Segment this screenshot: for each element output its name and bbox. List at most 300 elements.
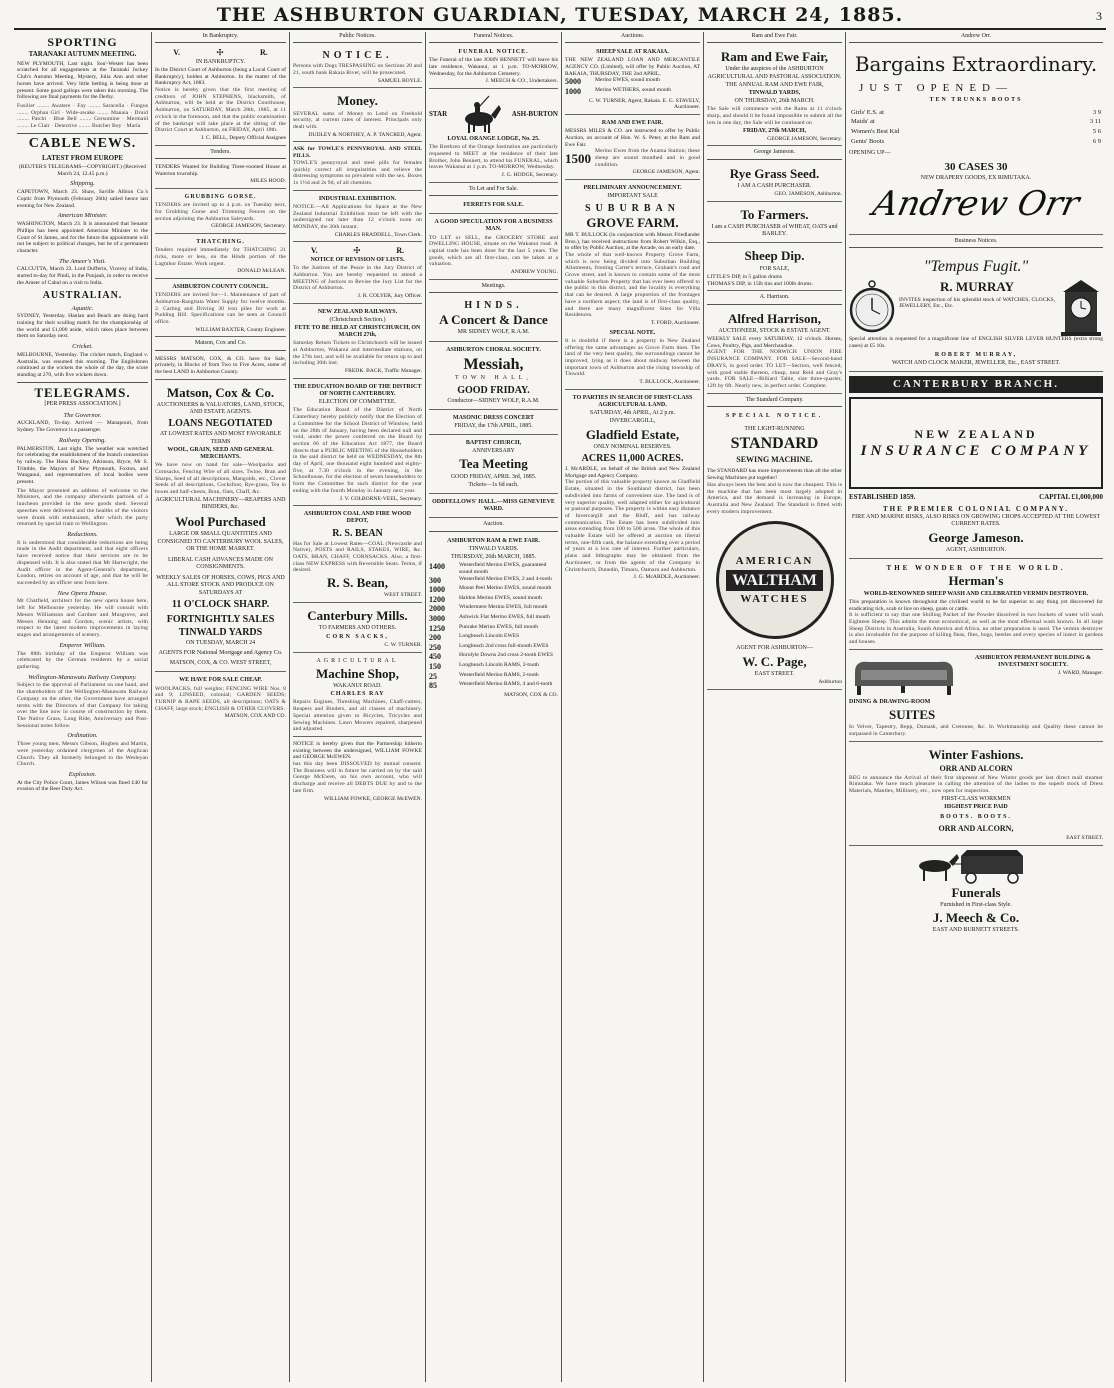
bankruptcy-title: IN BANKRUPTCY.	[195, 58, 246, 65]
cable-news-heading: CABLE NEWS.	[17, 133, 148, 153]
ram-ewe-thursday: ON THURSDAY, 26th MARCH.	[734, 98, 815, 105]
gladfield-ad	[565, 392, 700, 584]
revision-title: NOTICE OF REVISION OF LISTS.	[310, 256, 405, 263]
anniversary: ANNIVERSARY	[472, 448, 515, 455]
stock-quantity: 1250	[429, 623, 445, 633]
wonder-world: THE WONDER OF THE WORLD.	[886, 564, 1066, 573]
railway-opening-heading: Railway Opening.	[59, 436, 106, 444]
list-item	[429, 662, 558, 672]
masonic-date: FRIDAY, the 17th APRIL, 1885.	[454, 422, 533, 429]
sheep-dip-ad	[707, 245, 842, 291]
stock-quantity: 450	[429, 652, 441, 662]
price-value: 3 11	[1089, 118, 1101, 126]
lodge-title: LOYAL ORANGE LODGE, No. 25.	[447, 136, 540, 143]
speculation-title: A GOOD SPECULATION FOR A BUSINESS MAN.	[434, 219, 553, 233]
stock-description: Longbeach Lincoln EWES	[459, 633, 520, 640]
table-row	[849, 137, 1103, 147]
education-title: THE EDUCATION BOARD OF THE DISTRICT OF NORTH CANTERBURY.	[293, 383, 422, 398]
suites-filler: In Velvet, Tapestry, Repp, Damask, and Cretonne, &c. In Workmanship and Quality these cannot be surpassed in Canterbury.	[849, 724, 1103, 738]
ram-fair-title: ASHBURTON RAM & EWE FAIR.	[447, 537, 540, 544]
stock-description: Punrake Merino EWES, full mouth	[459, 623, 539, 630]
column-news	[14, 32, 152, 1382]
exhibition-title: INDUSTRIAL EXHIBITION.	[318, 195, 397, 202]
sale-cheap-ad	[155, 674, 286, 723]
governor-heading: The Governor.	[63, 411, 102, 419]
corn-sacks: CORN SACKS,	[326, 633, 389, 640]
agents-line: AGENTS FOR National Mortgage and Agency Co.	[158, 650, 283, 656]
emperor-filler: The 88th birthday of the Emperor William was celebrated by the German residents by a social gathering.	[17, 650, 148, 670]
wc-page-street: EAST STREET.	[754, 670, 795, 677]
eleven-oclock: 11 O'CLOCK SHARP.	[171, 598, 270, 610]
stock-description: Longbeach Lincoln RAMS, 2-tooth	[459, 661, 539, 668]
wellington-railway-heading: Wellington-Manawatu Railway Company.	[28, 673, 137, 681]
tenders-heading: Tenders.	[155, 148, 286, 159]
railways-title: NEW ZEALAND RAILWAYS.	[317, 308, 398, 315]
money-signature: DUDLEY & NORTHEY, A. P. TANCRED, Agent.	[308, 131, 422, 138]
mcardle-text: J. McARDLE, on behalf of the British and New Zealand Mortgage and Agency Company.	[565, 466, 700, 479]
ram-ewe-title: RAM AND EWE FAIR.	[601, 120, 664, 127]
wool-grain: WOOL, GRAIN, SEED AND GENERAL MERCHANTS.	[167, 446, 274, 460]
stock-description: Westerfield Merino EWES, guaranteed sound mouth	[459, 562, 547, 575]
list-item: 1000 Merino WETHERS, sound mouth	[565, 87, 672, 97]
stock-quantity: 1000	[429, 585, 445, 595]
miles-text: MESSRS MILES & CO. are instructed to offer by Public Auction, on account of Hon. W. S. Peter, at the Ram and Ewe Fair.	[565, 128, 700, 148]
cricket-text: MELBOURNE, Yesterday. The cricket match, England v. Australia, was resumed this morning. The Englishmen continued at the wickets the whole of the day, the score standing at 270, with five wickets down.	[17, 351, 148, 379]
grove-signature: T. FORD, Auctioneer.	[650, 320, 700, 326]
stock-quantity: 85	[429, 681, 437, 691]
funerals-sub: Furnished in First-class Style.	[940, 901, 1012, 908]
stock-quantity: 3000	[429, 614, 445, 624]
wc-page-ashburton: Ashburton	[818, 679, 842, 685]
reuter-notice: (REUTER'S TELEGRAMS—COPYRIGHT.) (Received March 24, 12.45 p.m.)	[18, 164, 147, 177]
fete-title: FETE TO BE HELD AT CHRISTCHURCH, ON MARCH 27th,	[294, 325, 421, 339]
cricket-heading: Cricket.	[72, 343, 93, 351]
orange-lodge-ad: STAR ASH-BURTON LOYAL ORANGE LODGE, No. 25. The Brethren of the Orange Institution are particularly requested to MEET at the residence of their late Brother, John Bennett, to attend his FUNERAL, which leaves Wakanui at 1 p.m. TO-MORROW, Wednesday. J. G. HODGE, Secretary.	[429, 91, 558, 183]
cash-signature: GEO. JAMESON, Ashburton.	[774, 191, 842, 198]
press-association: [PER PRESS ASSOCIATION.]	[44, 401, 121, 408]
ordination-filler: Three young men, Messrs Gibson, Hogben and Martin, were yesterday ordained clergymen of the Anglican Church. They all formerly belonged to the Wesleyan Church.	[17, 741, 148, 768]
sewing-machine: SEWING MACHINE.	[736, 454, 813, 464]
speculation-signature: ANDREW YOUNG.	[510, 269, 558, 276]
telegrams-heading: TELEGRAMS.	[17, 382, 148, 401]
standard-text: The STANDARD has more improvements than all the other Sewing Machines put together!	[707, 468, 842, 482]
tenders-signature: MILES HOOD.	[250, 178, 286, 185]
partnership-text: NOTICE is hereby given that the Partnership hitherto existing between the undersigned, WILLIAM FOWKE and GEORGE McEWEN.	[293, 740, 422, 761]
ram-ewe-under: Under the auspices of the ASHBURTON AGRICULTURAL AND PASTORAL ASSOCIATION.	[707, 66, 842, 80]
railway-filler: The Mayor presented an address of welcome to the Ministers, and the company afterwards partook of a luncheon provided in the new goods shed. Several speeches were delivered and the healths of the visitors were drunk with enthusiasm, after which the party returned by special train to Wellington.	[17, 487, 148, 528]
permanent-society: ASHBURTON PERMANENT BUILDING & INVESTMENT SOCIETY.	[974, 654, 1092, 669]
list-item	[429, 633, 558, 643]
town-hall: TOWN HALL,	[455, 375, 532, 382]
partnership-signature: WILLIAM FOWKE, GEORGE McEWEN.	[323, 795, 422, 802]
funeral-ad	[429, 46, 558, 89]
table-row	[849, 117, 1103, 127]
exhibition-ad	[293, 193, 422, 243]
stock-list	[429, 562, 558, 691]
shipping-heading: Shipping.	[70, 180, 95, 188]
column-heading: Auctions.	[565, 32, 700, 43]
price-table	[849, 108, 1103, 147]
stock-description: Westerfield Merino RAMS, 4 and 6-tooth	[459, 681, 553, 688]
price-value: 3 9	[1092, 108, 1101, 116]
charles-ray: CHARLES RAY	[330, 691, 385, 698]
list-item	[429, 643, 558, 653]
column-heading: Ram and Ewe Fair.	[707, 32, 842, 43]
revision-ad	[293, 244, 422, 303]
funeral-text: The Funeral of the late JOHN BENNETT will leave his late residence, Wakanui, at 1 p.m. TO-MORROW, Wednesday, for the Ashburton Cemetery.	[429, 57, 558, 77]
trespass-filler: Persons with Dogs TRESPASSING on Sections 20 and 21, south bank Rakaia River, will be prosecuted.	[293, 63, 422, 76]
rye-grass-ad	[707, 163, 842, 202]
machine-shop-ad	[293, 655, 422, 737]
first-class-workmen: FIRST-CLASS WORKMEN	[941, 795, 1011, 802]
sheep-dip-title: Sheep Dip.	[744, 248, 805, 264]
matson-title: Matson, Cox & Co.	[166, 384, 275, 400]
notice-title: NOTICE.	[322, 50, 393, 62]
special-notice: SPECIAL NOTICE.	[725, 412, 824, 419]
reductions-heading: Reductions.	[67, 530, 98, 538]
canterbury-mills-title: Canterbury Mills.	[307, 608, 408, 624]
money-filler: SEVERAL sums of Money to Lend on Freehold security, at current rates of interest. Principals only dealt with.	[293, 110, 422, 130]
grove-text: MR T. BULLOCK (in conjunction with Messrs Friedlander Bros.), has received instructions from Robert Wilkin, Esq., to offer by Public Auction, at the Arcade, on an early date.	[565, 231, 700, 252]
ordination-heading: Ordination.	[67, 732, 98, 740]
tea-date: GOOD FRIDAY, APRIL 3rd, 1885.	[450, 473, 537, 480]
list-item	[429, 595, 558, 605]
lodge-signature: J. G. HODGE, Secretary.	[501, 172, 558, 179]
bankruptcy-text: In the District Court of Ashburton (being a Local Court of Bankruptcy), holden at Ashburton. In the matter of the Bankruptcy Act, 1883.	[155, 66, 286, 87]
stock-description: Horolyle Downs 2nd cross 2-tooth EWES	[459, 652, 553, 659]
oddfellows-ad	[429, 496, 558, 518]
opera-filler: Mr Chatfield, architect for the new opera house here, left for Melbourne yesterday. He will consult with Messrs Williamson and Gardner and Musgrove, and Messrs Henning and Gordon, scenic artists, with respect to the latest modern improvements in laying stages and arrangements of scenery.	[17, 598, 148, 638]
sporting-text-filler: Fusilier ........ Awatere · Fay ........ Saracella · Fungus ........ Orphan Girl · Wide-awake ........ Manaia · Druid ........ Patchi · Blue Bell ........ Gersomine · Mermaid ........ Le Clair · Detective ........ Butcher Boy · Maria	[17, 103, 148, 130]
partnership-notice-ad	[293, 739, 422, 805]
only-nominal: ONLY NOMINAL RESERVES.	[593, 443, 672, 450]
sofa-illustration-icon	[849, 654, 959, 698]
weekly-sales: WEEKLY SALES OF HORSES, COWS, PIGS AND ALL STORE STOCK AND PRODUCE ON SATURDAYS AT	[156, 575, 285, 596]
murray-text: INVITES inspection of his splendid stock of WATCHES, CLOCKS, JEWELLERY, Etc., Etc.	[899, 296, 1055, 310]
cases-title: 30 CASES 30	[944, 160, 1008, 173]
masonic-ad	[429, 412, 558, 435]
miles-signature: GEORGE JAMESON, Agent.	[632, 169, 700, 176]
baptist-ad	[429, 437, 558, 494]
messiah-title: Messiah,	[463, 355, 524, 373]
building-society-ad	[849, 652, 1103, 742]
lodge-filler: The Brethren of the Orange Institution are particularly requested to MEET at the residence of their late Brother, John Bennett, to attend his FUNERAL, which leaves Wakanui at 1 p.m. TO-MORROW, Wednesday.	[429, 144, 558, 171]
reductions-filler: It is understood that considerable reductions are being made in the Audit department, and that eight officers have received notice that their services are to be dispensed with. It is also stated that Mr Hartwright, the Audit officer in the Agent-General's department, London, retires on account of age, and that he will be succeeded by an officer sent from here.	[17, 539, 148, 586]
grove-farm-title: GROVE FARM.	[586, 214, 679, 230]
exhibition-signature: CHARLES BRADDELL, Town Clerk.	[334, 231, 422, 238]
winter-fashions-title: Winter Fashions.	[928, 746, 1024, 762]
column-heading: In Bankruptcy.	[155, 32, 286, 43]
column-andrew-orr	[846, 32, 1106, 1382]
matson-main-ad	[155, 382, 286, 673]
machinery-line: AGRICULTURAL MACHINERY—REAPERS AND BINDERS, &c.	[155, 496, 286, 510]
aquatic-text: SYDNEY, Yesterday. Hanlan and Beach are doing hard training for their sculling match for the championship of the world and £1,000 aside, which takes place between them on Saturday next.	[17, 313, 148, 340]
money-title: Money.	[337, 93, 378, 109]
matson-auctioneers: AUCTIONEERS & VALUATORS, LAND, STOCK, AND ESTATE AGENTS.	[156, 402, 285, 416]
choral-society: ASHBURTON CHORAL SOCIETY.	[446, 346, 541, 353]
list-item	[429, 585, 558, 595]
grubbing-filler: TENDERS are invited up to 4 p.m. on Tuesday next, for Grubbing Gorse and Trimming Fences on the section adjoining the Ashburton Saleyards.	[155, 202, 286, 222]
speculation-filler: TO LET or SELL, the GROCERY STORE and DWELLING HOUSE, situate on the Wakanui road. A capital trade has been done for the last 5 years. The goods, which are all first-class, can be taken at a valuation.	[429, 234, 558, 268]
list-item	[429, 624, 558, 634]
agricultural-label: AGRICULTURAL	[316, 657, 399, 664]
ram-ewe-friday: FRIDAY, 27th MARCH,	[743, 127, 806, 134]
capital: CAPITAL £1,000,000	[1039, 493, 1103, 502]
ram-fair-date: THURSDAY, 26th MARCH, 1885.	[450, 554, 537, 561]
ram-fair-yards: TINWALD YARDS.	[468, 545, 519, 552]
hinds-title: HINDS.	[464, 300, 523, 312]
thatching-title: THATCHING.	[196, 239, 245, 245]
speculation-ad	[429, 216, 558, 280]
ten-trunks: TEN TRUNKS BOOTS	[929, 97, 1023, 104]
list-item	[429, 681, 558, 691]
tempus-fugit: "Tempus Fugit."	[923, 258, 1029, 276]
harrison-heading: A. Harrison.	[707, 293, 842, 304]
column-funeral-meetings	[426, 32, 562, 1382]
ram-ewe-fair-ad	[707, 46, 842, 146]
list-item	[429, 562, 558, 575]
revision-signature: J. R. COLYER, Jury Officer.	[357, 292, 422, 299]
auction-heading: Auction.	[429, 520, 558, 531]
council-title: ASHBURTON COUNTY COUNCIL.	[172, 284, 269, 290]
opera-house-heading: New Opera House.	[57, 589, 108, 597]
messiah-ad	[429, 344, 558, 410]
price-item: Maids' at	[851, 118, 875, 126]
thatching-signature: DONALD McLEAN.	[237, 268, 286, 275]
american-minister-heading: American Minister.	[57, 212, 108, 220]
standard-filler: Has always been the best and is now the cheapest. This is the machine that has been most largely adopted in America, and the demand is increasing in Europe, Australia and New Zealand. The Standard is fitted with every modern improvement.	[707, 481, 842, 515]
meetings-heading: Meetings.	[429, 282, 558, 293]
horseman-icon	[455, 93, 503, 135]
revision-filler: To the Justices of the Peace in the Jury District of Ashburton. You are hereby requested to attend a MEETING of Justices to Revise the Jury List for the District of Ashburton.	[293, 265, 422, 292]
stock-description: Westerfield Merino EWES, 2 and 4-tooth	[459, 575, 552, 582]
pocket-watch-icon	[849, 278, 895, 336]
fire-marine: FIRE AND MARINE RISKS, ALSO RISKS ON GROWING CROPS ACCEPTED AT THE LOWEST CURRENT RATES.	[851, 514, 1101, 528]
rakaia-ad	[565, 46, 700, 115]
west-street: MATSON, COX, & CO. WEST STREET,	[169, 660, 272, 667]
mcardle-signature: J. G. McARDLE, Auctioneer.	[633, 574, 700, 581]
stock-quantity: 1400	[429, 562, 445, 572]
highest-price: HIGHEST PRICE PAID	[944, 803, 1008, 810]
stock-description: Haldon Merino EWES, sound mouth	[459, 594, 542, 601]
premier-company: THE PREMIER COLONIAL COMPANY.	[883, 504, 1069, 513]
table-row	[849, 127, 1103, 137]
price-item: Girls' E.S. at	[851, 108, 884, 116]
miles-filler: Merino Ewes from the Anama Station; these sheep are sound mouthed and in good condition.	[595, 148, 700, 168]
turner-signature: C. W. TURNER.	[384, 641, 422, 648]
to-let-heading: To Let and For Sale.	[429, 185, 558, 196]
sheep-dip-for-sale: FOR SALE,	[759, 265, 790, 272]
ferrets-ad	[429, 199, 558, 214]
parties-title: TO PARTIES IN SEARCH OF FIRST-CLASS AGRICULTURAL LAND.	[572, 394, 693, 408]
trespass-notice-ad	[293, 46, 422, 88]
ram-ewe-signature: GEORGE JAMESON, Secretary.	[767, 135, 842, 142]
murray-title: R. MURRAY	[940, 279, 1014, 295]
to-farmers-ad	[707, 204, 842, 244]
table-row	[849, 108, 1103, 118]
grove-farm-ad	[565, 182, 700, 390]
permanent-signature: J. WARD, Manager.	[1057, 670, 1103, 677]
pills-filler: TOWLE'S pennyroyal and steel pills for females quickly correct all irregularities and relieve the distressing symptoms so prevalent with the sex. Boxes 1s 1½d and 2s 9d, of all chemists.	[293, 159, 422, 186]
price-value: 6 9	[1092, 137, 1101, 145]
taranaki-heading: TARANAKI AUTUMN MEETING.	[28, 50, 137, 59]
insurance-ad	[849, 502, 1103, 559]
bargains-ad	[849, 46, 1103, 235]
insurance-company-logo: NEW ZEALAND INSURANCE COMPANY	[849, 397, 1103, 489]
loans-sub: AT LOWEST RATES AND MOST FAVORABLE TERMS	[159, 431, 282, 445]
stock-description: Mount Peel Merino EWES, sound mouth	[459, 585, 552, 592]
notice-signature: SAMUEL BOYLE.	[377, 77, 422, 84]
invercargill: INVERCARGILL,	[609, 418, 656, 425]
matson-text: MESSRS MATSON, COX, & CO. have for Sale, privately, in Blocks of from Two to Five Acres, some of the best LAND in Ashburton County.	[155, 355, 286, 375]
emperor-heading: Emperor William.	[59, 641, 106, 649]
wool-purchased-text: LARGE OR SMALL QUANTITIES AND CONSIGNED TO CANTERBURY WOOL SALES, OR THE HOME MARKET.	[157, 531, 284, 552]
boots-line: BOOTS. BOOTS.	[940, 814, 1012, 821]
matson-heading: Matson, Cox and Co.	[155, 339, 286, 350]
australian-heading: AUSTRALIAN.	[42, 289, 123, 301]
alfred-harrison-title: Alfred Harrison,	[728, 310, 821, 326]
liberal-advances: LIBERAL CASH ADVANCES MADE ON CONSIGNMENTS.	[167, 556, 273, 571]
sat-april: SATURDAY, 4th APRIL, At 2 p.m.	[589, 410, 676, 417]
oddfellows-title: ODDFELLOWS' HALL.—MISS GENEVIEVE WARD.	[432, 499, 555, 513]
stock-quantity: 200	[429, 633, 441, 643]
stock-quantity: 25	[429, 671, 437, 681]
explosion-heading: Explosion.	[68, 770, 97, 778]
good-friday: GOOD FRIDAY.	[457, 384, 530, 396]
council-ad	[155, 281, 286, 337]
council-filler: TENDERS are invited for—1. Maintenance of part of Ashburton-Rangitata Water Supply for twelve months. 2. Carting and Driving 30 iron piles for work at Pudding Hill. Specifications can be seen at Council office.	[155, 292, 286, 325]
column-bankruptcy-matson	[152, 32, 290, 1382]
price-item: Women's Best Kid	[851, 128, 900, 136]
exhibition-filler: NOTICE.—All Applications for Space at the New Zealand Industrial Exhibition must be left with the undersigned not later than 12 o'clock noon on MONDAY, the 30th instant.	[293, 203, 422, 230]
column-heading: Public Notices.	[293, 32, 422, 43]
to-farmers: TO FARMERS AND OTHERS.	[318, 625, 397, 632]
tenders-ad	[155, 162, 286, 189]
miles-ad	[565, 117, 700, 180]
just-opened: JUST OPENED—	[859, 82, 1014, 95]
stock-quantity: 150	[429, 661, 441, 671]
opening-up: OPENING UP—	[849, 149, 891, 156]
ameer-visit-text: CALCUTTA, March 23. Lord Dufferin, Viceroy of India, started to-day for Pindi, in the Punjaub, in order to receive the Ameer of Cabul on a visit to India.	[17, 266, 148, 286]
stock-description: Longbeach 2nd cross full-mouth EWES	[459, 642, 549, 649]
thatching-filler: Tenders required immediately for THATCHING 21 ricks, more or less, on the Hinds portion of the Lagmhor Estate. Work urgent.	[155, 247, 286, 267]
rakaia-signature: C. W. TURNER, Agent, Rakaia. E. G. STAVELY, Auctioneer.	[588, 97, 700, 111]
stock-quantity: 250	[429, 642, 441, 652]
sporting-heading: SPORTING	[47, 35, 118, 49]
tea-meeting: Tea Meeting	[459, 456, 528, 472]
wellington-filler: Subject to the approval of Parliament on one hand, and the shareholders of the Wellington-Manawatu Railway Company on the other, the Government have arranged terms with the Directors of that Company for taking over the line now in course of construction by them. The Native Grass, Long Ride, Anniversary and Post-Sessional notes follow.	[17, 682, 148, 729]
price-value: 5 6	[1092, 128, 1101, 136]
harrison-ad	[707, 308, 842, 394]
tickets: Tickets—1s 6d each.	[468, 481, 519, 488]
american-minister-text: WASHINGTON, March 23. It is announced that Senator Phillips has been appointed American Minister to the Court of St James, and for the future the appointment will not be subject to political changes, but be of a permanent character.	[17, 221, 148, 254]
hermans-ad	[849, 561, 1103, 650]
railway-opening-text: PALMERSTON, Last night. The weather was wretched for celebrating the establishment of the branch connection by railway. The Hons Buckley, Atkinson, Bryce, Mr S. Trimble, the Mayors of New Plymouth, Foxton, and Wanganui, and representatives of local bodies were present.	[17, 445, 148, 486]
stock-quantity: 1200	[429, 594, 445, 604]
governor-text: AUCKLAND, To-day. Arrived — Manapouri, from Sydney. The Governor is a passenger.	[17, 420, 148, 434]
column-heading: Andrew Orr.	[849, 32, 1103, 43]
education-filler: The Education Board of the District of North Canterbury hereby publicly notify that the Election of a Committee for the School District of Winslow, held on the 28th of January, having been declared null and void, under the power conferred on the Board by section 66 of the Education Act 1877, the Board directs that a PUBLIC MEETING of the Householders in the said district be held on WEDNESDAY, the 8th day of April, one thousand eight hundred and eighty-five, at 7.30 o'clock in the evening, in the Schoolhouse, for the election of seven householders to form the Committee for such district for the year ending with the fourth Monday in January next year.	[293, 407, 422, 494]
bean-ad	[293, 508, 422, 603]
winter-filler: BEG to announce the Arrival of their first shipment of New Winter goods per last direct mail steamer Rimutaka. We have much pleasure in calling the attention of the ladies to the superb stock of Dress Materials, Mantles, Millinery, etc., now open for inspection.	[849, 774, 1103, 795]
rakaia-1000: 1000	[565, 87, 581, 97]
coal-depot: ASHBURTON COAL AND FIRE WOOD DEPOT,	[303, 511, 412, 525]
acres-title: ACRES 11,000 ACRES.	[581, 453, 684, 465]
grubbing-ad	[155, 191, 286, 234]
tinwald-yards: TINWALD YARDS	[178, 626, 263, 638]
newspaper-title: THE ASHBURTON GUARDIAN, TUESDAY, MARCH 24, 1885.	[216, 4, 904, 26]
funerals-ad	[849, 848, 1103, 939]
partnership-filler: has this day been DISSOLVED by mutual consent. The Business will in future be carried on by the said George McEwen, on his own account, who will discharge and receive all DEBTS DUE by and to the late firm.	[293, 761, 422, 794]
insurance-jameson: George Jameson.	[928, 529, 1024, 545]
list-item	[429, 604, 558, 614]
andrew-orr-signature: Andrew Orr	[869, 184, 1083, 225]
watch-maker: WATCH AND CLOCK MAKER, JEWELLER, Etc., EAST STREET.	[891, 360, 1061, 367]
concert-sub: MR SIDNEY WOLF, R.A.M.	[457, 329, 530, 336]
rakaia-title: SHEEP SALE AT RAKAIA.	[596, 49, 669, 56]
drapery-line: NEW DRAPERY GOODS, EX RIMUTAKA.	[920, 175, 1032, 182]
light-running: THE LIGHT-RUNNING	[744, 426, 805, 433]
gladfield-filler: The portion of this valuable property known as Gladfield Estate, situated in the Southland district, has been subdivided into farms of convenient size. The land is of very superior quality, well adapted either for agricultural or pastoral purposes. The property is within easy distance of Invercargill and the Bluff, and has railway communication. The Estate has been subdivided into areas extending from 100 to 500 acres. The whole of this valuable Estate will be offered at auction on liberal terms, one-fifth cash, the balance extending over a period of years at a low rate of interest. Further particulars, plans and lithographs may be obtained from the Auctioneer, or from the agents of the Company in Christchurch, Dunedin, Timaru, Oamaru and Ashburton.	[565, 479, 700, 573]
ram-ewe-fair-title: Ram and Ewe Fair,	[720, 49, 829, 65]
standard-ad	[707, 410, 842, 690]
murray-ad	[849, 251, 1103, 372]
latest-from-europe: LATEST FROM EUROPE	[41, 153, 124, 162]
special-note: SPECIAL NOTE.	[609, 329, 656, 336]
column-auctions	[562, 32, 704, 1382]
hermans-title: Herman's	[948, 573, 1004, 589]
tenders-text: TENDERS Wanted for Building Three-roomed House at Waterton township.	[155, 163, 286, 177]
insurance-jameson-sub: AGENT, ASHBURTON.	[945, 546, 1007, 553]
special-filler: It is doubtful if there is a property in New Zealand offering the same advantages as Grove Farm does. The land of the very best quality, the surroundings cannot be improved, lying as it does about midway between the important town of Ashburton and the rising township of Tinwald.	[565, 337, 700, 378]
canterbury-branch-banner: CANTERBURY BRANCH.	[849, 376, 1103, 393]
bean-title: R. S. BEAN	[332, 527, 383, 539]
hermans-text: This preparation is known throughout the civilised world to be far superior to any thing yet discovered for eradicating tick, scab or lice on sheep, goats or cattle.	[849, 598, 1103, 612]
column-public-notices	[290, 32, 426, 1382]
money-ad	[293, 90, 422, 142]
railways-ad	[293, 306, 422, 379]
established: ESTABLISHED 1859.	[849, 493, 916, 502]
funerals-title: Funerals	[951, 884, 1001, 900]
bean-street: WEST STREET.	[383, 592, 422, 599]
mantel-clock-icon	[1059, 278, 1103, 336]
wool-purchased-title: Wool Purchased	[175, 514, 266, 530]
council-signature: WILLIAM BAXTER, County Engineer.	[195, 326, 286, 333]
machine-shop-filler: Repairs Engines, Threshing Machines, Chaff-cutters, Reapers and Binders, and all classes of machinery. Special attention given to Bicycles, Tricycles and Sewing Machines. Lawn Mowers repaired, sharpened and adjusted.	[293, 699, 422, 733]
education-ad	[293, 381, 422, 506]
matson-stock-filler: We have now on hand for sale—Woolpacks and Cornsacks, Fencing Wire of all sizes, Twine, Bran and Sharps, Seed of all descriptions, Mangolds, etc., Clover Seeds of all descriptions, Cocksfoot, Rye-grass, Tea in boxes and half-chests, Bran, Oats, Chaff, &c.	[155, 462, 286, 495]
pills-ad	[293, 144, 422, 190]
miles-1500: 1500	[565, 150, 591, 166]
sporting-text: NEW PLYMOUTH, Last night. Sou'-Wester has been scratched for all engagements at the Taranaki Jockey Club's Autumn Meeting. Mystery, Julia Ann and other horses have arrived. Very little betting is being done at present. Some good gallops were taken this morning. The following are final payments for the Derby.	[17, 60, 148, 101]
littles-dip: LITTLE'S DIP, in 5 gallon drums	[707, 273, 782, 280]
wc-page-title: W. C. Page,	[742, 653, 807, 669]
robert-murray: ROBERT MURRAY,	[934, 351, 1018, 358]
railways-filler: Saturday Return Tickets to Christchurch will be issued at Ashburton, Wakanui and intermediate stations, on the 27th inst, and will be available for return up to and including 30th inst.	[293, 340, 422, 367]
preliminary-title: PRELIMINARY ANNOUNCEMENT.	[583, 185, 682, 192]
pills-title: ASK for TOWLE'S PENNYROYAL AND STEEL PILLS.	[293, 146, 422, 160]
orr-alcorn-street: EAST STREET.	[1066, 834, 1103, 841]
bargains-title: Bargains Extraordinary.	[854, 52, 1098, 77]
hermans-sub: WORLD-RENOWNED SHEEP WASH AND CELEBRATED VERMIN DESTROYER.	[863, 590, 1089, 597]
gladfield-title: Gladfield Estate,	[585, 426, 680, 442]
page-number: 3	[1096, 9, 1102, 23]
waltham-watches-logo: AMERICAN WALTHAM WATCHES	[716, 521, 834, 639]
bankruptcy-signature: J. C. BELL, Deputy Official Assignee	[200, 135, 286, 141]
orr-alcorn-footer: ORR AND ALCORN,	[938, 824, 1014, 834]
bean-filler: Has for Sale at Lowest Rates—COAL (Newcastle and Native), POSTS and RAILS, STAKES, WIRE, &c. OATS, BRAN, CHAFF, CORNSACKS. Also, a first-class NEW EXPRESS with Reversible Seats. Terms, if desired.	[293, 540, 422, 574]
ram-ewe-filler: The Sale will commence with the Rams at 11 o'clock sharp, and should it be found impossible to submit all the lots in one day, the Sale will be continued on	[707, 106, 842, 126]
